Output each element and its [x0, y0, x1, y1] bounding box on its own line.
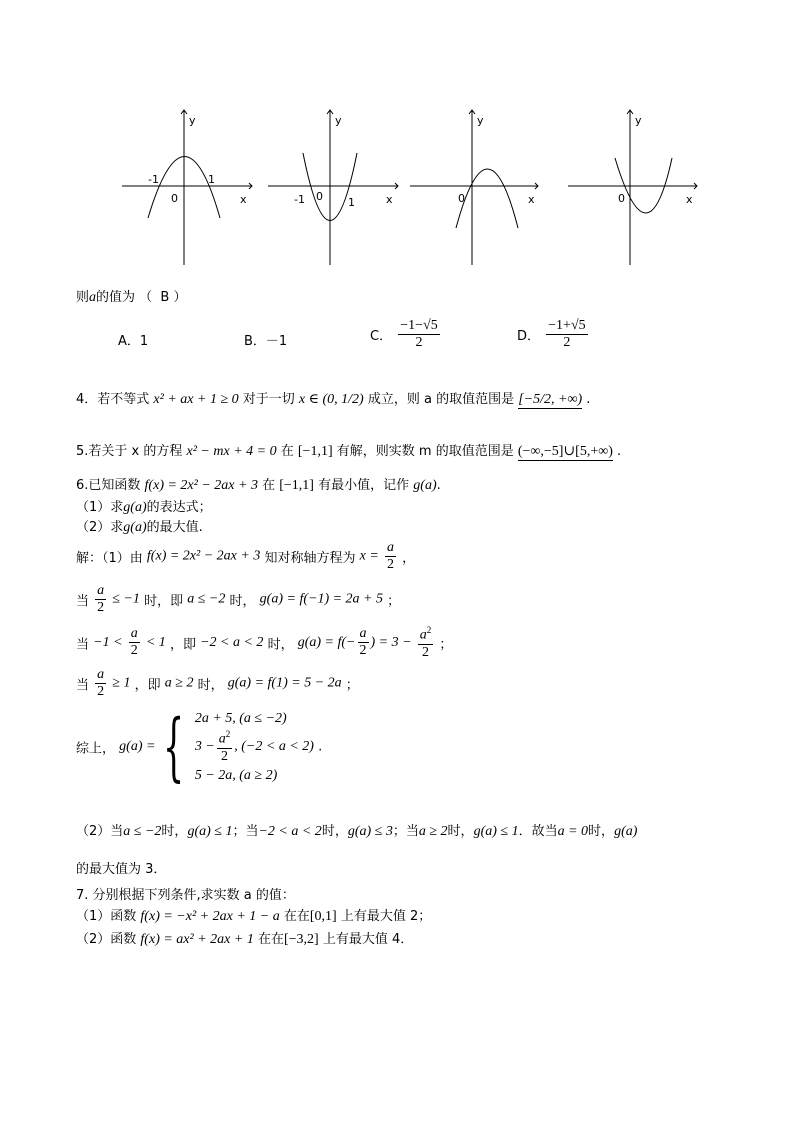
sol-c2-value-mid: ) = 3 − — [370, 634, 412, 650]
q6-mid2: 有最小值，记作 — [318, 478, 410, 493]
sol-c2-frac: $\frac{a}{2}$ — [130, 626, 138, 659]
piecewise-case-3: 5 − 2a, (a ≥ 2) — [194, 767, 278, 783]
sol-c1-mid2: 时， — [229, 594, 256, 610]
graph4-zero: 0 — [618, 192, 625, 205]
question-6 — [76, 474, 441, 494]
solution-part-2-line-2: 的最大值为 3． — [76, 862, 167, 877]
q4-inequality: x² + ax + 1 ≥ 0 — [153, 392, 239, 407]
q3-option-d — [517, 318, 590, 351]
sol-c2-end: ； — [439, 637, 453, 653]
q4-prefix: 4．若不等式 — [76, 392, 150, 407]
sol-c2-value-left: g(a) = f(− — [297, 634, 356, 650]
graph2-neg1: -1 — [294, 193, 305, 206]
q7-s2-function: f(x) = ax² + 2ax + 1 — [140, 932, 254, 947]
sol-c2-value-frac2: $\frac{a^2}{2}$ — [419, 625, 432, 660]
p2-e: ；当 — [232, 824, 259, 839]
p2-n: a = 0 — [557, 824, 589, 839]
q3-option-c — [370, 318, 442, 351]
q7-s1-mid: 在在 — [283, 909, 310, 924]
sol-c2-value-frac: $\frac{a}{2}$ — [359, 626, 367, 659]
q4-end: . — [586, 392, 591, 407]
piecewise-case-1: 2a + 5, (a ≤ −2) — [194, 711, 287, 726]
graph1-neg1: -1 — [148, 173, 159, 186]
q6-mid: 在 — [262, 478, 276, 493]
question-7-sub1 — [76, 905, 431, 925]
q6-end: . — [436, 478, 441, 493]
q7-s1-prefix: （1）函数 — [76, 909, 137, 924]
sol-c1-prefix: 当 — [76, 594, 90, 610]
p2-h: g(a) ≤ 3 — [347, 824, 393, 839]
piecewise-case-2-left: 3 − — [194, 739, 215, 755]
sol-c3-mid: ，即 — [134, 678, 161, 694]
p2-j: a ≥ 2 — [418, 824, 448, 839]
p2-m: ．故当 — [518, 824, 558, 839]
parabola-graphs — [0, 100, 794, 270]
q3-option-c-label: C． — [370, 329, 393, 345]
q4-answer: [−5/2, +∞) — [518, 392, 583, 407]
piecewise-brace: { — [162, 703, 184, 790]
solution-case-3 — [76, 667, 359, 700]
p2-i: ；当 — [392, 824, 419, 839]
q7-s2-interval: [−3,2] — [283, 932, 319, 947]
sol-l1-prefix: 解：（1）由 — [76, 551, 143, 567]
graph3-zero: 0 — [458, 192, 465, 205]
sol-c3-frac: $\frac{a}{2}$ — [97, 667, 105, 700]
q6-sub2-end: 的最大值. — [146, 520, 203, 535]
p2-g: 时， — [321, 824, 348, 839]
question-7-title: 7. 分别根据下列条件,求实数 a 的值： — [76, 888, 295, 903]
graph1-y-label: y — [189, 114, 196, 127]
sol-c2-cond-left: −1 < — [93, 634, 123, 650]
p2-f: −2 < a < 2 — [258, 824, 322, 839]
sol-l1-mid: 知对称轴方程为 — [264, 551, 356, 567]
p2-d: g(a) ≤ 1 — [187, 824, 233, 839]
piecewise-case-2-frac: $\frac{a^2}{2}$ — [218, 729, 231, 764]
sol-c3-mid2: 时， — [197, 678, 224, 694]
sol-summary-end: . — [318, 739, 323, 755]
q3-option-c-num: −1−√5 — [398, 318, 439, 335]
graph4-x-label: x — [686, 193, 693, 206]
sol-c2-mid2: 时， — [267, 637, 294, 653]
sol-c1-a: a ≤ −2 — [187, 591, 226, 607]
q3-option-d-num: −1+√5 — [546, 318, 587, 335]
sol-c1-cond: ≤ −1 — [112, 591, 140, 607]
question-7-sub2 — [76, 928, 413, 948]
q6-interval: [−1,1] — [279, 478, 314, 493]
graph2-x-label: x — [386, 193, 393, 206]
sol-l1-end: ， — [402, 551, 416, 567]
q5-equation: x² − mx + 4 = 0 — [186, 444, 277, 459]
q3-option-c-den: 2 — [415, 335, 423, 351]
q6-sub2-prefix: （2）求 — [76, 520, 124, 535]
solution-line-1 — [76, 540, 415, 573]
q6-sub1-end: 的表达式； — [146, 500, 212, 515]
sol-summary-prefix: 综上， — [76, 741, 116, 757]
q3-option-c-frac — [398, 318, 439, 351]
question-4 — [76, 388, 590, 408]
p2-k: 时， — [447, 824, 474, 839]
solution-case-2 — [76, 625, 452, 661]
graph2-y-label: y — [335, 114, 342, 127]
q7-s2-prefix: （2）函数 — [76, 932, 137, 947]
graph2-zero: 0 — [316, 190, 323, 203]
p2-l: g(a) ≤ 1 — [473, 824, 519, 839]
graph3-y-label: y — [477, 114, 484, 127]
q7-s1-function: f(x) = −x² + 2ax + 1 − a — [140, 909, 280, 924]
q7-s2-mid: 在在 — [257, 932, 284, 947]
q3-var: a — [89, 290, 97, 305]
q7-s1-end: 上有最大值 2； — [340, 909, 432, 924]
q3-stem-close: ） — [173, 290, 187, 305]
q3-stem — [76, 286, 187, 306]
piecewise-case-2-right: , (−2 < a < 2) — [234, 739, 314, 755]
graph4-y-label: y — [635, 114, 642, 127]
sol-l1-axis: x = — [359, 548, 379, 564]
q6-sub2 — [76, 516, 203, 536]
sol-c3-cond: ≥ 1 — [112, 675, 131, 691]
sol-c3-a: a ≥ 2 — [164, 675, 194, 691]
p2-p: g(a) — [614, 824, 638, 839]
sol-c3-value: g(a) = f(1) = 5 − 2a — [227, 675, 342, 691]
q3-option-d-frac — [546, 318, 587, 351]
piecewise-case-2 — [195, 729, 314, 765]
question-5 — [76, 440, 621, 460]
q5-interval: [−1,1] — [297, 444, 333, 459]
q3-option-a: A．1 — [118, 334, 149, 349]
q6-sub1 — [76, 496, 212, 516]
sol-c2-prefix: 当 — [76, 637, 90, 653]
sol-c3-prefix: 当 — [76, 678, 90, 694]
q7-s1-interval: [0,1] — [309, 909, 337, 924]
q3-option-d-den: 2 — [563, 335, 571, 351]
q6-function: f(x) = 2x² − 2ax + 3 — [144, 478, 258, 493]
graph2-one: 1 — [348, 196, 355, 209]
q5-mid: 在 — [280, 444, 294, 459]
sol-c2-mid: ，即 — [169, 637, 196, 653]
sol-c3-end: ； — [345, 678, 359, 694]
sol-c1-value: g(a) = f(−1) = 2a + 5 — [259, 591, 383, 607]
q4-suffix: 成立，则 a 的取值范围是 — [367, 392, 515, 407]
sol-l1-frac: $\frac{a}{2}$ — [386, 540, 394, 573]
sol-summary-ga: g(a) = — [119, 738, 156, 754]
sol-l1-function: f(x) = 2x² − 2ax + 3 — [146, 548, 261, 564]
q6-sub2-ga: g(a) — [123, 520, 147, 535]
sol-c2-cond-right: < 1 — [145, 634, 166, 650]
q5-prefix: 5.若关于 x 的方程 — [76, 444, 183, 459]
q6-ga: g(a) — [413, 478, 437, 493]
piecewise-cases — [195, 708, 314, 786]
p2-c: 时， — [161, 824, 188, 839]
q4-mid: 对于一切 — [242, 392, 295, 407]
q3-answer: B — [160, 290, 170, 305]
q6-prefix: 6.已知函数 — [76, 478, 141, 493]
q6-sub1-ga: g(a) — [123, 500, 147, 515]
p2-a: （2）当 — [76, 824, 124, 839]
solution-part-2 — [76, 820, 637, 840]
graph1-one: 1 — [208, 173, 215, 186]
q7-s2-end: 上有最大值 4． — [322, 932, 414, 947]
p2-o: 时， — [588, 824, 615, 839]
graph3-curve — [456, 169, 518, 228]
q6-sub1-prefix: （1）求 — [76, 500, 124, 515]
sol-c2-a: −2 < a < 2 — [200, 634, 264, 650]
q5-end: . — [617, 444, 622, 459]
q5-suffix: 有解，则实数 m 的取值范围是 — [336, 444, 514, 459]
q5-answer: (−∞,−5]∪[5,+∞) — [517, 444, 613, 459]
q3-option-d-label: D． — [517, 329, 541, 345]
solution-case-1 — [76, 583, 400, 616]
sol-c1-frac: $\frac{a}{2}$ — [97, 583, 105, 616]
solution-summary — [76, 703, 323, 790]
q3-option-b: B．－1 — [244, 334, 288, 349]
graph3-x-label: x — [528, 193, 535, 206]
p2-b: a ≤ −2 — [123, 824, 162, 839]
sol-c1-mid: 时，即 — [144, 594, 184, 610]
graph1-zero: 0 — [171, 192, 178, 205]
sol-c1-end: ； — [387, 594, 401, 610]
q3-stem-suffix: 的值为 （ — [96, 290, 153, 305]
q3-stem-prefix: 则 — [76, 290, 90, 305]
graph1-x-label: x — [240, 193, 247, 206]
q4-domain: x ∈ (0, 1/2) — [298, 392, 364, 407]
